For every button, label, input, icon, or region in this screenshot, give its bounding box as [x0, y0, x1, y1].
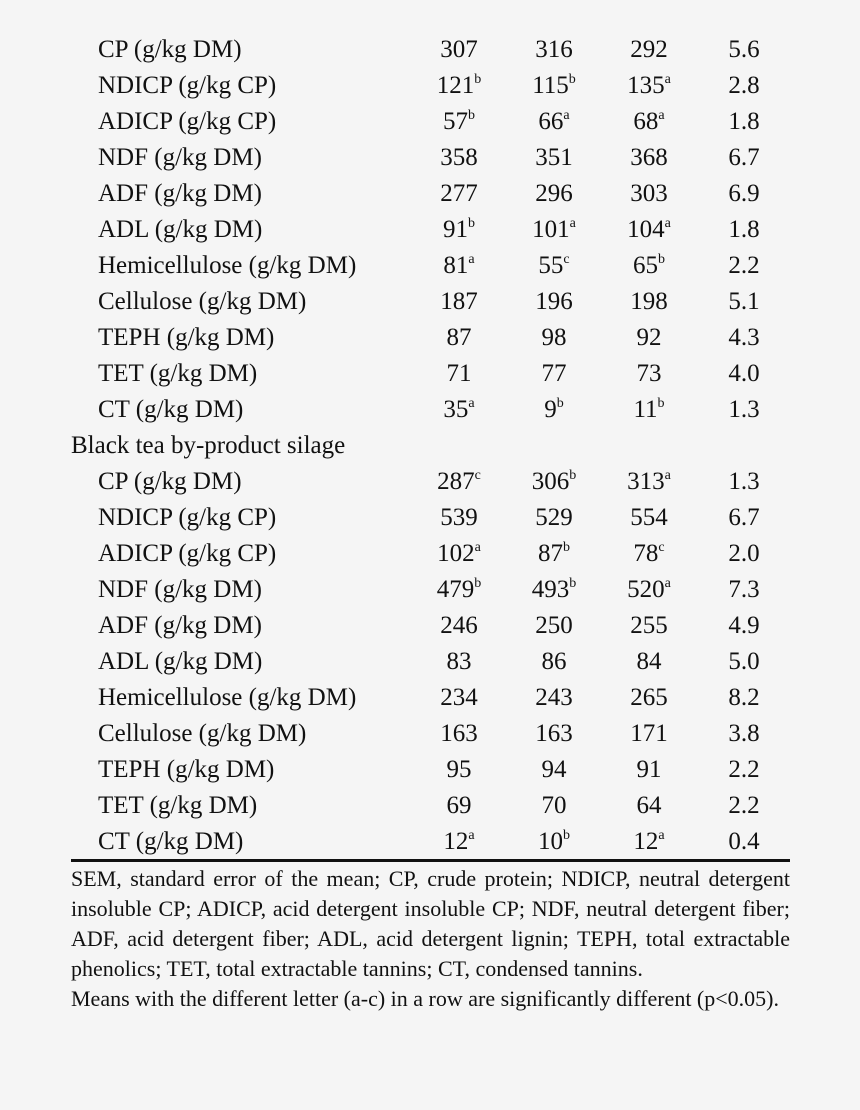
table-row: [0, 284, 860, 320]
value: 520: [627, 576, 665, 603]
value: 87: [446, 324, 472, 351]
significance-letter: b: [568, 72, 576, 87]
value: 94: [541, 756, 567, 783]
table-row: [0, 500, 860, 536]
value: 98: [541, 324, 567, 351]
value: 104: [627, 216, 665, 243]
row-label: NDF (g/kg DM): [98, 576, 262, 603]
value: 479: [436, 576, 475, 603]
row-label: CT (g/kg DM): [98, 396, 244, 423]
row-label: TET (g/kg DM): [98, 792, 258, 819]
table-row: [0, 716, 860, 752]
value: 529: [535, 504, 573, 531]
value: 196: [535, 288, 573, 315]
value: 171: [630, 720, 668, 747]
value: 69: [446, 792, 472, 819]
significance-letter: b: [468, 216, 475, 231]
sem-value-cell: 6.7: [728, 504, 760, 531]
significance-letter: a: [658, 108, 665, 123]
row-label: NDF (g/kg DM): [98, 144, 262, 171]
row-label: ADF (g/kg DM): [98, 612, 262, 639]
sem-value-cell: 1.3: [728, 396, 760, 423]
sem-value-cell: 4.0: [728, 360, 760, 387]
table-row: [0, 536, 860, 572]
table-row: [0, 32, 860, 68]
value: 91: [636, 756, 662, 783]
value: 306: [531, 468, 570, 495]
value: 12: [633, 828, 659, 855]
significance-letter: a: [468, 828, 475, 843]
value: 35: [443, 396, 469, 423]
value: 115: [532, 72, 569, 99]
sem-value-cell: 5.1: [728, 288, 760, 315]
footnote-abbreviations: SEM, standard error of the mean; CP, crude protein; NDICP, neutral detergent insoluble CP; ADICP, acid detergent insoluble CP; NDF, neutral detergent fiber; ADF, acid detergent fiber; ADL, acid detergent lignin; TEPH, total extractable phenolics; TET, total extractable tannins; CT, condensed tannins.: [71, 866, 790, 981]
value: 351: [535, 144, 573, 171]
sem-value-cell: 3.8: [728, 720, 760, 747]
value: 277: [440, 180, 478, 207]
row-label: CT (g/kg DM): [98, 828, 244, 855]
row-label: NDICP (g/kg CP): [98, 72, 277, 99]
value: 163: [535, 720, 573, 747]
footnote-significance: Means with the different letter (a-c) in a row are significantly different (p<0.05).: [71, 986, 779, 1011]
value: 102: [437, 540, 475, 567]
value: 296: [535, 180, 573, 207]
significance-letter: a: [569, 216, 576, 231]
sem-value-cell: 0.4: [728, 828, 760, 855]
value: 84: [636, 648, 662, 675]
data-table: [0, 32, 860, 860]
table-row: [0, 248, 860, 284]
value: 316: [535, 36, 573, 63]
value: 77: [541, 360, 567, 387]
table-row: [0, 212, 860, 248]
value: 135: [627, 72, 665, 99]
sem-value-cell: 2.2: [728, 756, 760, 783]
value: 303: [630, 180, 668, 207]
significance-letter: a: [664, 576, 671, 591]
row-label: ADICP (g/kg CP): [98, 540, 277, 567]
table-row: [0, 104, 860, 140]
row-label: CP (g/kg DM): [98, 36, 242, 63]
value: 121: [436, 72, 475, 99]
row-label: ADICP (g/kg CP): [98, 108, 277, 135]
significance-letter: a: [468, 396, 475, 411]
value: 55: [538, 252, 564, 279]
value: 11: [633, 396, 658, 423]
value: 71: [446, 360, 472, 387]
significance-letter: b: [657, 396, 665, 411]
row-label: ADL (g/kg DM): [98, 648, 263, 675]
row-label: TEPH (g/kg DM): [98, 324, 275, 351]
sem-value-cell: 6.9: [728, 180, 760, 207]
value: 187: [440, 288, 478, 315]
table-row: [0, 644, 860, 680]
table-row: [0, 752, 860, 788]
table-row: [0, 464, 860, 500]
table-row: [0, 176, 860, 212]
row-label: NDICP (g/kg CP): [98, 504, 277, 531]
row-label: Hemicellulose (g/kg DM): [98, 684, 357, 711]
sem-value-cell: 4.3: [728, 324, 760, 351]
value: 554: [630, 504, 668, 531]
sem-value-cell: 2.0: [728, 540, 760, 567]
value: 57: [443, 108, 468, 135]
value: 78: [633, 540, 659, 567]
table-row: [0, 68, 860, 104]
value: 64: [636, 792, 662, 819]
sem-value-cell: 1.8: [728, 216, 760, 243]
value: 95: [446, 756, 472, 783]
value: 307: [440, 36, 478, 63]
value: 198: [630, 288, 668, 315]
significance-letter: a: [664, 72, 671, 87]
table-row: [0, 680, 860, 716]
significance-letter: a: [664, 468, 671, 483]
value: 9: [544, 396, 557, 423]
significance-letter: a: [563, 108, 570, 123]
row-label: Cellulose (g/kg DM): [98, 288, 307, 315]
value: 539: [440, 504, 478, 531]
table-row: [0, 320, 860, 356]
significance-letter: c: [563, 252, 570, 267]
value: 12: [443, 828, 469, 855]
significance-letter: a: [468, 252, 475, 267]
significance-letter: b: [556, 396, 564, 411]
significance-letter: c: [658, 540, 665, 555]
value: 101: [532, 216, 570, 243]
value: 92: [636, 324, 662, 351]
row-label: Cellulose (g/kg DM): [98, 720, 307, 747]
value: 81: [443, 252, 469, 279]
value: 234: [440, 684, 478, 711]
value: 86: [541, 648, 567, 675]
value: 313: [627, 468, 665, 495]
sem-value-cell: 8.2: [728, 684, 760, 711]
row-label: ADF (g/kg DM): [98, 180, 262, 207]
sem-value-cell: 7.3: [728, 576, 760, 603]
sem-value-cell: 6.7: [728, 144, 760, 171]
value: 368: [630, 144, 668, 171]
value: 163: [440, 720, 478, 747]
value: 246: [440, 612, 478, 639]
table-footnotes: [71, 864, 790, 1014]
significance-letter: a: [664, 216, 671, 231]
table-row: [0, 140, 860, 176]
value: 255: [630, 612, 668, 639]
sem-value-cell: 1.8: [728, 108, 760, 135]
sem-value-cell: 2.2: [728, 792, 760, 819]
sem-value-cell: 1.3: [728, 468, 760, 495]
sem-value-cell: 5.0: [728, 648, 760, 675]
table-row: [0, 572, 860, 608]
value: 493: [531, 576, 570, 603]
significance-letter: b: [658, 252, 665, 267]
significance-letter: b: [468, 108, 475, 123]
significance-letter: a: [474, 540, 481, 555]
table-bottom-rule: [71, 859, 790, 862]
value: 292: [630, 36, 668, 63]
value: 358: [440, 144, 478, 171]
table-row: [0, 608, 860, 644]
section-title: Black tea by-product silage: [71, 432, 346, 459]
value: 91: [443, 216, 468, 243]
significance-letter: a: [658, 828, 665, 843]
significance-letter: b: [563, 828, 570, 843]
table-row: [0, 392, 860, 428]
value: 287: [437, 468, 475, 495]
row-label: CP (g/kg DM): [98, 468, 242, 495]
value: 265: [630, 684, 668, 711]
sem-value-cell: 2.2: [728, 252, 760, 279]
significance-letter: b: [569, 576, 577, 591]
row-label: TET (g/kg DM): [98, 360, 258, 387]
table-row: [0, 356, 860, 392]
value: 83: [446, 648, 472, 675]
significance-letter: c: [474, 468, 481, 483]
value: 70: [541, 792, 567, 819]
sem-value-cell: 5.6: [728, 36, 760, 63]
sem-value-cell: 4.9: [728, 612, 760, 639]
value: 73: [636, 360, 662, 387]
value: 87: [538, 540, 563, 567]
significance-letter: b: [569, 468, 577, 483]
value: 66: [538, 108, 564, 135]
significance-letter: b: [474, 72, 482, 87]
value: 250: [535, 612, 573, 639]
row-label: Hemicellulose (g/kg DM): [98, 252, 357, 279]
value: 65: [633, 252, 658, 279]
table-row: [0, 788, 860, 824]
section-row: [0, 428, 860, 464]
sem-value-cell: 2.8: [728, 72, 760, 99]
significance-letter: b: [563, 540, 570, 555]
table-row: [0, 824, 860, 860]
value: 10: [538, 828, 563, 855]
significance-letter: b: [474, 576, 482, 591]
row-label: ADL (g/kg DM): [98, 216, 263, 243]
row-label: TEPH (g/kg DM): [98, 756, 275, 783]
value: 68: [633, 108, 659, 135]
value: 243: [535, 684, 573, 711]
